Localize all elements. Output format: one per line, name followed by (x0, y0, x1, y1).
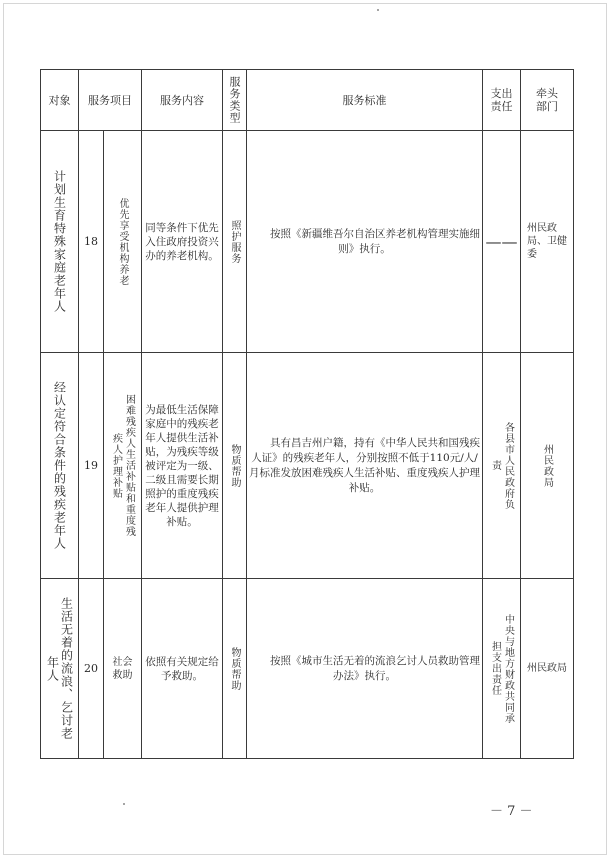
header-expense (483, 70, 521, 131)
row-expense-cell (483, 579, 521, 759)
row-lead-cell (521, 131, 574, 353)
scan-speck (123, 803, 125, 805)
row-type: 物质帮助 (229, 443, 240, 488)
row-object: 计划生育特殊家庭老年人 (52, 170, 67, 313)
row-project-cell (104, 353, 142, 579)
row-object-cell (41, 131, 79, 353)
page-number: － 7 － (490, 804, 533, 819)
table-row (41, 353, 574, 579)
row-type-cell (223, 353, 247, 579)
table-row (41, 131, 574, 353)
header-type (223, 70, 247, 131)
header-lead (521, 70, 574, 131)
row-lead: 州民政局 (541, 443, 553, 488)
row-expense: —— (483, 131, 521, 353)
service-table (40, 69, 574, 759)
row-object-cell (41, 579, 79, 759)
row-lead: 州民政局 (527, 663, 567, 674)
row-expense: 中央与地方财政共同承担支出责任 (489, 613, 514, 724)
row-number: 19 (79, 353, 104, 579)
row-expense: 各县市人民政府负责 (489, 421, 514, 510)
header-object: 对象 (41, 70, 79, 131)
header-content: 服务内容 (142, 70, 223, 131)
row-type-cell (223, 579, 247, 759)
row-expense-cell (483, 353, 521, 579)
row-type: 照护服务 (229, 219, 240, 264)
row-project-cell (104, 579, 142, 759)
row-number: 20 (79, 579, 104, 759)
header-standard: 服务标准 (247, 70, 483, 131)
row-content: 为最低生活保障家庭中的残疾老年人提供生活补贴，为残疾等级被评定为一级、二级且需要长期照护的重度残疾老年人提供护理补贴。 (142, 353, 223, 579)
row-object: 经认定符合条件的残疾老年人 (52, 381, 67, 550)
row-standard: 具有昌吉州户籍，持有《中华人民共和国残疾人证》的残疾老年人，分别按照不低于110元/人/月标准发放困难残疾人生活补贴、重度残疾人护理补贴。 (247, 353, 483, 579)
row-number: 18 (79, 131, 104, 353)
row-standard: 按照《城市生活无着的流浪乞讨人员救助管理办法》执行。 (247, 579, 483, 759)
header-row (41, 70, 574, 131)
row-project: 优先享受机构养老 (117, 197, 128, 286)
row-object: 生活无着的流浪、乞讨老年人 (45, 597, 74, 740)
row-lead-cell (521, 579, 574, 759)
row-lead-cell (521, 353, 574, 579)
row-project: 社会救助 (112, 656, 133, 681)
row-content: 依照有关规定给予救助。 (142, 579, 223, 759)
row-standard: 按照《新疆维吾尔自治区养老机构管理实施细则》执行。 (247, 131, 483, 353)
row-type-cell (223, 131, 247, 353)
row-object-cell (41, 353, 79, 579)
header-project: 服务项目 (79, 70, 142, 131)
row-project: 困难残疾人生活补贴和重度残疾人护理补贴 (110, 394, 135, 537)
row-content: 同等条件下优先入住政府投资兴办的养老机构。 (142, 131, 223, 353)
header-type-text: 服务类型 (228, 76, 241, 124)
table-row (41, 579, 574, 759)
header-lead-text: 牵头部门 (536, 87, 558, 113)
row-lead: 州民政局、卫健委 (527, 223, 567, 260)
row-type: 物质帮助 (229, 646, 240, 691)
row-project-cell (104, 131, 142, 353)
scan-speck (377, 9, 379, 11)
header-expense-text: 支出责任 (490, 87, 513, 113)
